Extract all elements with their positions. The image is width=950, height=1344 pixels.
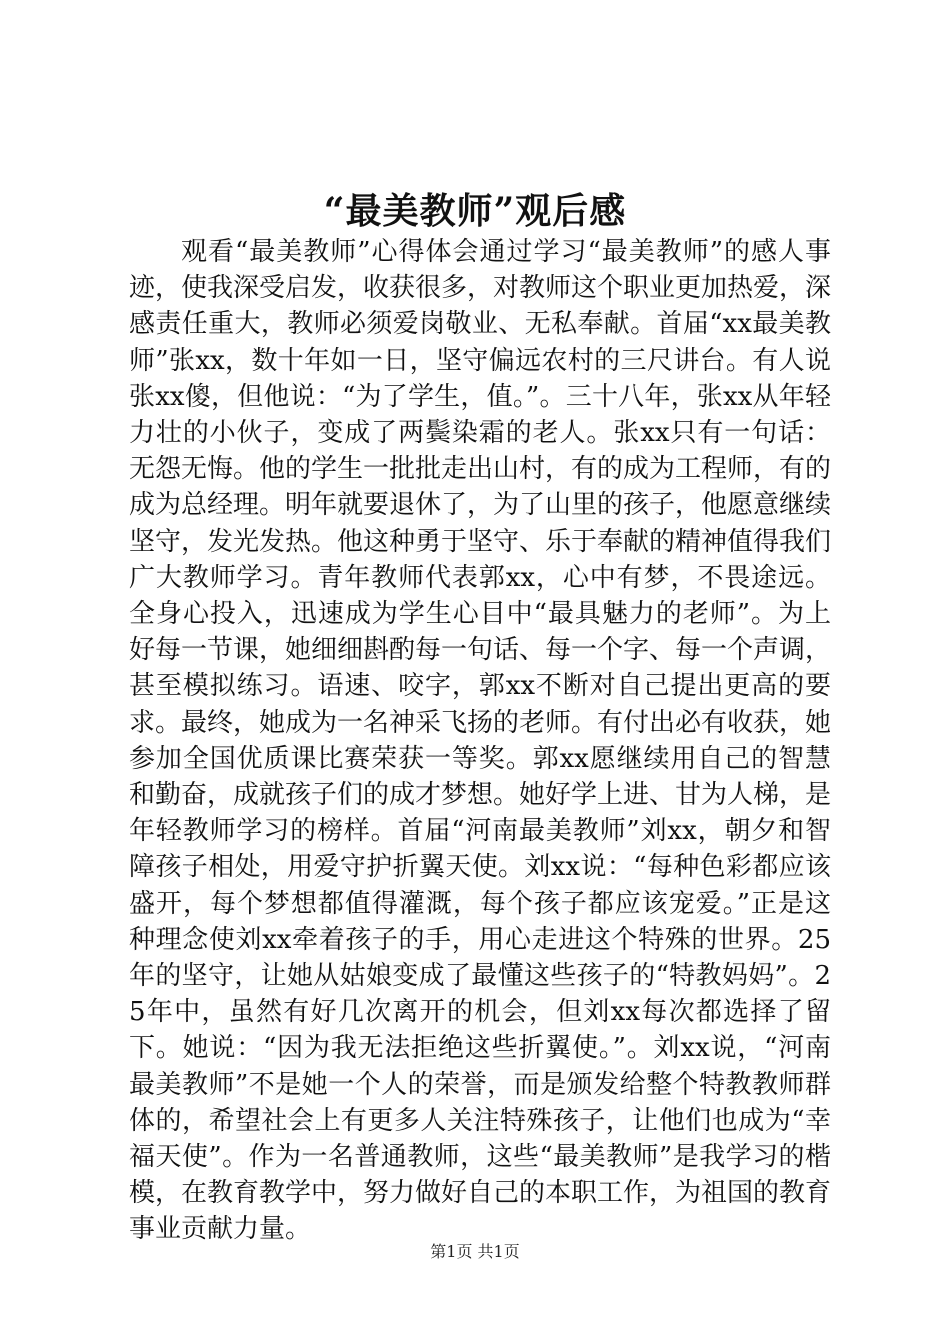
document-title: “最美教师”观后感 [323,190,627,232]
page-number-footer: 第1页 共1页 [430,1242,520,1261]
body-paragraph: 观看“最美教师”心得体会通过学习“最美教师”的感人事迹，使我深受启发，收获很多，对教师这个职业更加热爱，深感责任重大，教师必须爱岗敬业、无私奉献。首届“xx最美教师”张xx，数十年如一日，坚守偏远农村的三尺讲台。有人说张xx傻，但他说：“为了学生，值。”。三十八年，张xx从年轻力壮的小伙子，变成了两鬓染霜的老人。张xx只有一句话：无怨无悔。他的学生一批批走出山村，有的成为工程师，有的成为总经理。明年就要退休了，为了山里的孩子，他愿意继续坚守，发光发热。他这种勇于坚守、乐于奉献的精神值得我们广大教师学习。青年教师代表郭xx，心中有梦，不畏途远。全身心投入，迅速成为学生心目中“最具魅力的老师”。为上好每一节课，她细细斟酌每一句话、每一个字、每一个声调，甚至模拟练习。语速、咬字，郭xx不断对自己提出更高的要求。最终，她成为一名神采飞扬的老师。有付出必有收获，她参加全国优质课比赛荣获一等奖。郭xx愿继续用自己的智慧和勤奋，成就孩子们的成才梦想。她好学上进、甘为人梯，是年轻教师学习的榜样。首届“河南最美教师”刘xx，朝夕和智障孩子相处，用爱守护折翼天使。刘xx说：“每种色彩都应该盛开，每个梦想都值得灌溉，每个孩子都应该宠爱。”正是这种理念使刘xx牵着孩子的手，用心走进这个特殊的世界。25年的坚守，让她从姑娘变成了最懂这些孩子的“特教妈妈”。25年中，虽然有好几次离开的机会，但刘xx每次都选择了留下。她说：“因为我无法拒绝这些折翼使。”。刘xx说，“河南最美教师”不是她一个人的荣誉，而是颁发给整个特教教师群体的，希望社会上有更多人关注特殊孩子，让他们也成为“幸福天使”。作为一名普通教师，这些“最美教师”是我学习的楷模，在教育教学中，努力做好自己的本职工作，为祖国的教育事业贡献力量。 [129,237,832,1245]
